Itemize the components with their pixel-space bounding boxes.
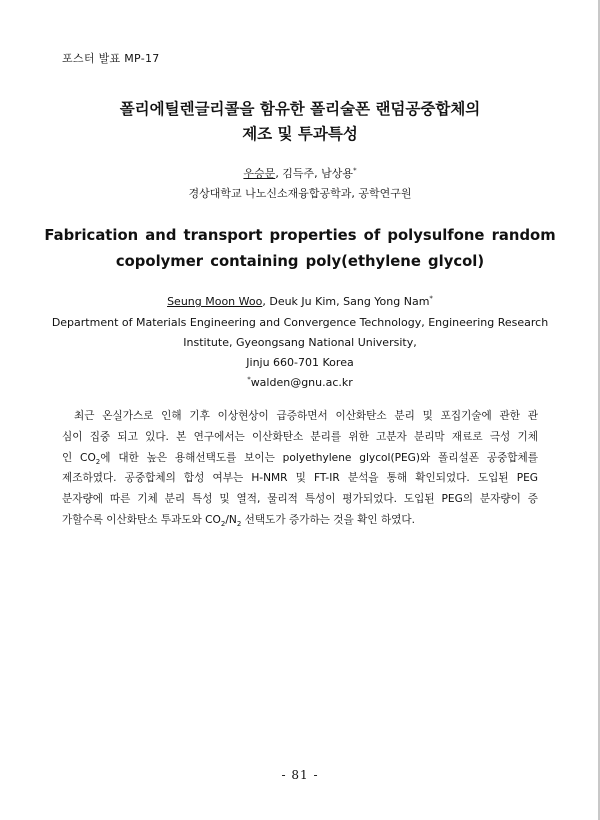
abstract-line-3-a: 인 CO <box>62 451 96 464</box>
abstract-line-4: 제조하였다. 공중합체의 합성 여부는 H-NMR 및 FT-IR 분석을 통해 확인되었다. 도입된 PEG <box>62 472 538 485</box>
korean-authors <box>0 166 600 182</box>
abstract <box>62 406 538 531</box>
korean-co-authors: , 김득주, 남상용 <box>275 167 354 180</box>
english-affiliation-line-2: Institute, Gyeongsang National University, <box>183 336 417 349</box>
abstract-line-6-c: 선택도가 증가하는 것을 확인 하였다. <box>241 513 416 526</box>
abstract-line-1: 최근 온실가스로 인해 기후 이상현상이 급증하면서 이산화탄소 분리 및 포집기술에 관한 관 <box>74 410 538 422</box>
n2-subscript: 2 <box>236 520 242 529</box>
poster-label: 포스터 발표 MP-17 <box>62 52 160 65</box>
english-authors <box>0 294 600 310</box>
abstract-line-6-b: /N <box>225 513 237 526</box>
co2-subscript: 2 <box>95 457 101 466</box>
abstract-line-3-b: 에 대한 높은 용해선택도를 보이는 polyethylene glycol(PEG)와 폴리설폰 공중합체를 <box>100 451 538 464</box>
korean-title-line-1: 폴리에틸렌글리콜을 함유한 폴리술폰 랜덤공중합체의 <box>119 100 481 118</box>
english-co-authors: , Deuk Ju Kim, Sang Yong Nam <box>262 295 430 308</box>
english-presenting-author: Seung Moon Woo <box>167 295 263 308</box>
abstract-line-2: 심이 집중 되고 있다. 본 연구에서는 이산화탄소 분리를 위한 고분자 분리막 재료로 극성 기체 <box>62 430 538 443</box>
abstract-line-5: 분자량에 따른 기체 분리 특성 및 열적, 물리적 특성이 평가되었다. 도입된 PEG의 분자량이 증 <box>62 493 538 506</box>
abstract-line-3 <box>62 448 538 469</box>
corresponding-email <box>0 375 600 391</box>
english-affiliation-line-1: Department of Materials Engineering and Convergence Technology, Engineering Research <box>51 316 549 329</box>
corresponding-author-mark-en: * <box>429 294 433 303</box>
abstract-line-6-a: 가할수록 이산화탄소 투과도와 CO <box>62 513 221 526</box>
email-mark: * <box>247 375 251 384</box>
korean-affiliation: 경상대학교 나노신소재융합공학과, 공학연구원 <box>188 187 412 200</box>
co2-subscript-2: 2 <box>220 520 226 529</box>
page-number: - 81 - <box>281 768 319 782</box>
email-address: walden@gnu.ac.kr <box>250 376 353 389</box>
korean-title-line-2: 제조 및 투과특성 <box>242 125 358 143</box>
abstract-line-6 <box>62 510 538 531</box>
english-title-line-1: Fabrication and transport properties of polysulfone random <box>44 227 556 244</box>
corresponding-author-mark: * <box>353 166 357 175</box>
korean-presenting-author: 우승문 <box>243 167 276 180</box>
english-affiliation-city: Jinju 660-701 Korea <box>246 356 354 369</box>
english-title-line-2: copolymer containing poly(ethylene glycol) <box>115 253 485 270</box>
